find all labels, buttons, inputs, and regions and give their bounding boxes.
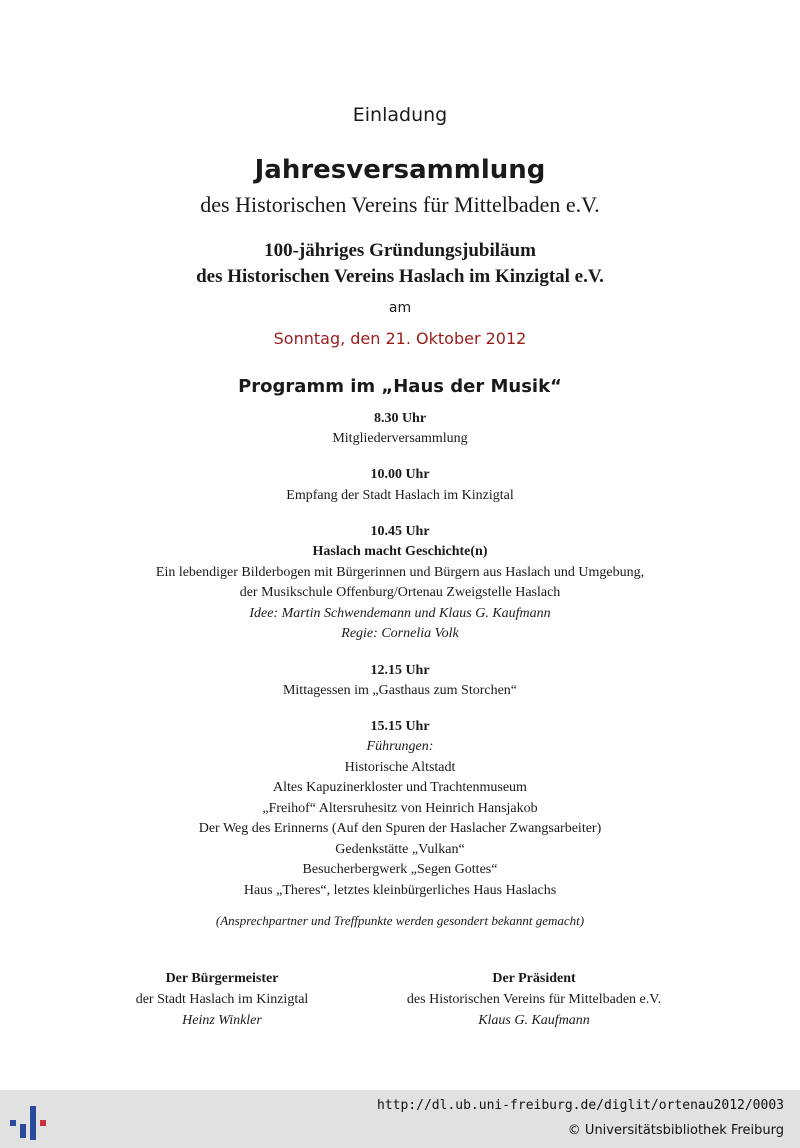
program-item-mittagessen: Mittagessen im „Gasthaus zum Storchen“ <box>282 683 518 698</box>
signature-praesident <box>384 968 684 1031</box>
tour-item: Der Weg des Erinnerns (Auf den Spuren der Haslacher Zwangsarbeiter) <box>198 821 602 836</box>
signature-title: Der Bürgermeister <box>165 971 279 986</box>
page-title: Jahresversammlung <box>254 155 546 185</box>
viewer-footer <box>0 1090 800 1148</box>
time-1000: 10.00 Uhr <box>370 467 430 482</box>
invitation-label: Einladung <box>352 104 448 126</box>
tour-item: Gedenkstätte „Vulkan“ <box>335 842 465 857</box>
signature-organization: der Stadt Haslach im Kinzigtal <box>135 992 309 1007</box>
tour-item: Haus „Theres“, letztes kleinbürgerliches Haus Haslachs <box>243 883 557 898</box>
program-item-haslach-title: Haslach macht Geschichte(n) <box>312 544 488 559</box>
jubilee-line-1: 100-jähriges Gründungsjubiläum <box>264 240 536 261</box>
signature-organization: des Historischen Vereins für Mittelbaden e.V. <box>406 992 662 1007</box>
event-date: Sonntag, den 21. Oktober 2012 <box>273 329 527 348</box>
program-item-empfang: Empfang der Stadt Haslach im Kinzigtal <box>286 488 514 503</box>
signature-buergermeister <box>72 968 372 1031</box>
document-url-link[interactable]: http://dl.ub.uni-freiburg.de/diglit/ortenau2012/0003 <box>377 1098 784 1113</box>
time-1215: 12.15 Uhr <box>370 663 430 678</box>
tour-item: Altes Kapuzinerkloster und Trachtenmuseum <box>273 780 527 795</box>
program-item-idee: Idee: Martin Schwendemann und Klaus G. Kaufmann <box>249 606 551 621</box>
tour-item: „Freihof“ Altersruhesitz von Heinrich Hansjakob <box>262 801 538 816</box>
am-label: am <box>388 300 412 316</box>
program-item-musikschule: der Musikschule Offenburg/Ortenau Zweigstelle Haslach <box>239 585 561 600</box>
ub-freiburg-logo-icon[interactable] <box>8 1098 52 1142</box>
program-item-mitgliederversammlung: Mitgliederversammlung <box>332 431 468 446</box>
meeting-points-note: (Ansprechpartner und Treffpunkte werden gesondert bekannt gemacht) <box>215 913 585 928</box>
time-1045: 10.45 Uhr <box>370 524 430 539</box>
page-subtitle: des Historischen Vereins für Mittelbaden e.V. <box>200 192 600 217</box>
copyright-notice: © Universitätsbibliothek Freiburg <box>567 1123 784 1138</box>
time-1515: 15.15 Uhr <box>370 719 430 734</box>
program-item-regie: Regie: Cornelia Volk <box>341 626 459 641</box>
tour-item: Historische Altstadt <box>344 760 456 775</box>
time-830: 8.30 Uhr <box>373 411 427 426</box>
fuehrungen-label: Führungen: <box>366 739 434 754</box>
signature-name: Heinz Winkler <box>182 1013 262 1028</box>
program-heading: Programm im „Haus der Musik“ <box>238 376 562 397</box>
signature-name: Klaus G. Kaufmann <box>478 1013 590 1028</box>
jubilee-line-2: des Historischen Vereins Haslach im Kinzigtal e.V. <box>196 266 604 287</box>
signature-title: Der Präsident <box>492 971 576 986</box>
program-item-bilderbogen: Ein lebendiger Bilderbogen mit Bürgerinnen und Bürgern aus Haslach und Umgebung, <box>155 565 645 580</box>
tour-item: Besucherbergwerk „Segen Gottes“ <box>302 862 498 877</box>
